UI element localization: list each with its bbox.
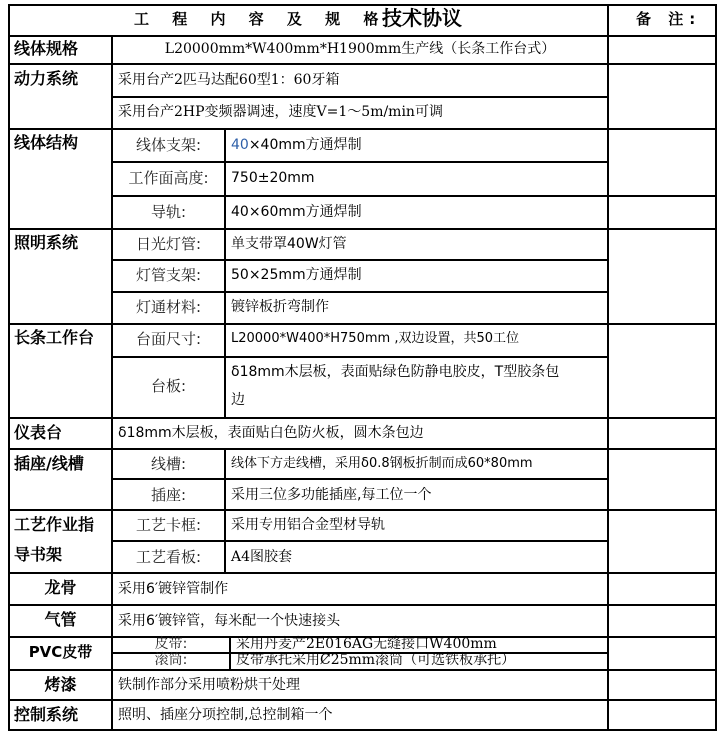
row-label-sop-rack-line1: 工艺作业指 <box>14 515 95 534</box>
column-header-spec: 工 程 内 容 及 规 格 <box>134 10 388 28</box>
row-label-control-system: 控制系统 <box>14 705 79 724</box>
lamp-bracket-value: 50×25mm方通焊制 <box>231 267 362 283</box>
row-label-instrument-desk: 仪表台 <box>14 423 63 442</box>
line-spec-value: L20000mm*W400mm*H1900mm生产线（长条工作台式） <box>164 41 556 57</box>
power-system-inverter: 采用台产2HP变频器调速，速度V=1～5m/min可调 <box>118 104 443 120</box>
sub-label-trunking: 线槽: <box>150 455 187 473</box>
guide-rail-value: 40×60mm方通焊制 <box>231 204 362 220</box>
sub-label-belt: 皮带: <box>154 636 188 652</box>
row-line <box>8 228 717 230</box>
table-size-value: L20000*W400*H750mm ,双边设置，共50工位 <box>231 331 519 346</box>
row-label-pvc-belt: PVC皮带 <box>28 643 93 661</box>
sub-row-line <box>111 291 609 293</box>
fluorescent-value: 单支带罩40W灯管 <box>231 236 347 252</box>
row-label-line-structure: 线体结构 <box>14 133 79 152</box>
power-system-motor: 采用台产2匹马达配60型1：60牙箱 <box>118 72 340 88</box>
row-label-line-spec: 线体规格 <box>14 39 79 58</box>
card-frame-value: 采用专用铝合金型材导轨 <box>231 517 385 533</box>
row-label-air-pipe: 气管 <box>44 610 77 629</box>
table-border-bottom <box>8 729 717 731</box>
sub-row-line <box>111 540 609 542</box>
table-board-value-line1: δ18mm木层板，表面贴绿色防静电胶皮，T型胶条包 <box>231 364 560 380</box>
sub-label-display-board: 工艺看板: <box>135 548 202 566</box>
sub-label-frame: 线体支架: <box>135 136 202 154</box>
belt-value: 采用丹麦产2E016AG无缝接口W400mm <box>236 636 497 652</box>
column-divider-sub-1 <box>224 128 226 417</box>
frame-value-highlight: 40 <box>231 137 249 153</box>
row-line <box>8 669 717 671</box>
lamp-material-value: 镀锌板折弯制作 <box>231 299 329 315</box>
column-divider-remarks <box>607 4 609 731</box>
row-label-sop-rack-line2: 导书架 <box>14 545 63 564</box>
row-line <box>8 604 717 606</box>
sub-label-work-height: 工作面高度: <box>128 169 209 187</box>
air-pipe-value: 采用6′镀锌管，每米配一个快速接头 <box>118 613 341 629</box>
row-line <box>8 572 717 574</box>
trunking-value: 线体下方走线槽，采用δ0.8钢板折制而成60*80mm <box>231 456 533 471</box>
column-header-remarks: 备 注: <box>636 10 702 28</box>
row-line <box>8 323 717 325</box>
row-line <box>8 63 717 65</box>
display-board-value: A4图胶套 <box>231 549 293 565</box>
roller-value: 皮带承托采用Ȼ25mm滚筒（可选铁板承托） <box>236 652 516 668</box>
row-line <box>8 35 717 37</box>
paint-value: 铁制作部分采用喷粉烘干处理 <box>118 677 300 693</box>
sub-label-card-frame: 工艺卡框: <box>135 516 202 534</box>
table-border-top <box>8 4 717 6</box>
row-label-paint: 烤漆 <box>44 675 77 694</box>
row-label-socket-trunking: 插座/线槽 <box>14 454 84 473</box>
keel-value: 采用6′镀锌管制作 <box>118 581 229 597</box>
sub-label-lamp-material: 灯通材料: <box>135 298 202 316</box>
frame-value <box>231 136 362 154</box>
table-border-right <box>715 4 717 731</box>
row-label-power-system: 动力系统 <box>14 69 79 88</box>
sub-label-fluorescent: 日光灯管: <box>135 235 202 253</box>
table-board-value-line2: 边 <box>231 392 245 408</box>
row-line <box>8 509 717 511</box>
sub-label-table-board: 台板: <box>150 377 187 395</box>
sub-row-line <box>111 259 609 261</box>
sub-label-socket: 插座: <box>150 486 187 504</box>
sub-label-roller: 滚筒: <box>154 652 188 668</box>
row-label-lighting: 照明系统 <box>14 233 79 252</box>
row-line <box>8 448 717 450</box>
control-system-value: 照明、插座分项控制,总控制箱一个 <box>118 707 333 723</box>
sub-label-guide-rail: 导轨: <box>150 203 187 221</box>
row-line <box>8 128 717 130</box>
sub-row-line <box>111 478 609 480</box>
instrument-desk-value: δ18mm木层板，表面贴白色防火板，圆木条包边 <box>118 425 424 441</box>
socket-value: 采用三位多功能插座,每工位一个 <box>231 487 432 503</box>
row-label-long-bench: 长条工作台 <box>14 328 95 347</box>
sub-row-line <box>111 356 609 358</box>
frame-value-rest: ×40mm方通焊制 <box>248 137 362 153</box>
sub-label-table-size: 台面尺寸: <box>135 330 202 348</box>
sub-row-line <box>111 195 717 197</box>
row-line <box>8 699 717 701</box>
work-height-value: 750±20mm <box>231 170 315 186</box>
document-title: 技术协议 <box>382 6 462 30</box>
sub-row-line <box>111 161 609 163</box>
sub-label-lamp-bracket: 灯管支架: <box>135 266 202 284</box>
row-label-keel: 龙骨 <box>44 578 77 597</box>
sub-row-line <box>111 96 609 98</box>
row-line <box>8 417 717 419</box>
